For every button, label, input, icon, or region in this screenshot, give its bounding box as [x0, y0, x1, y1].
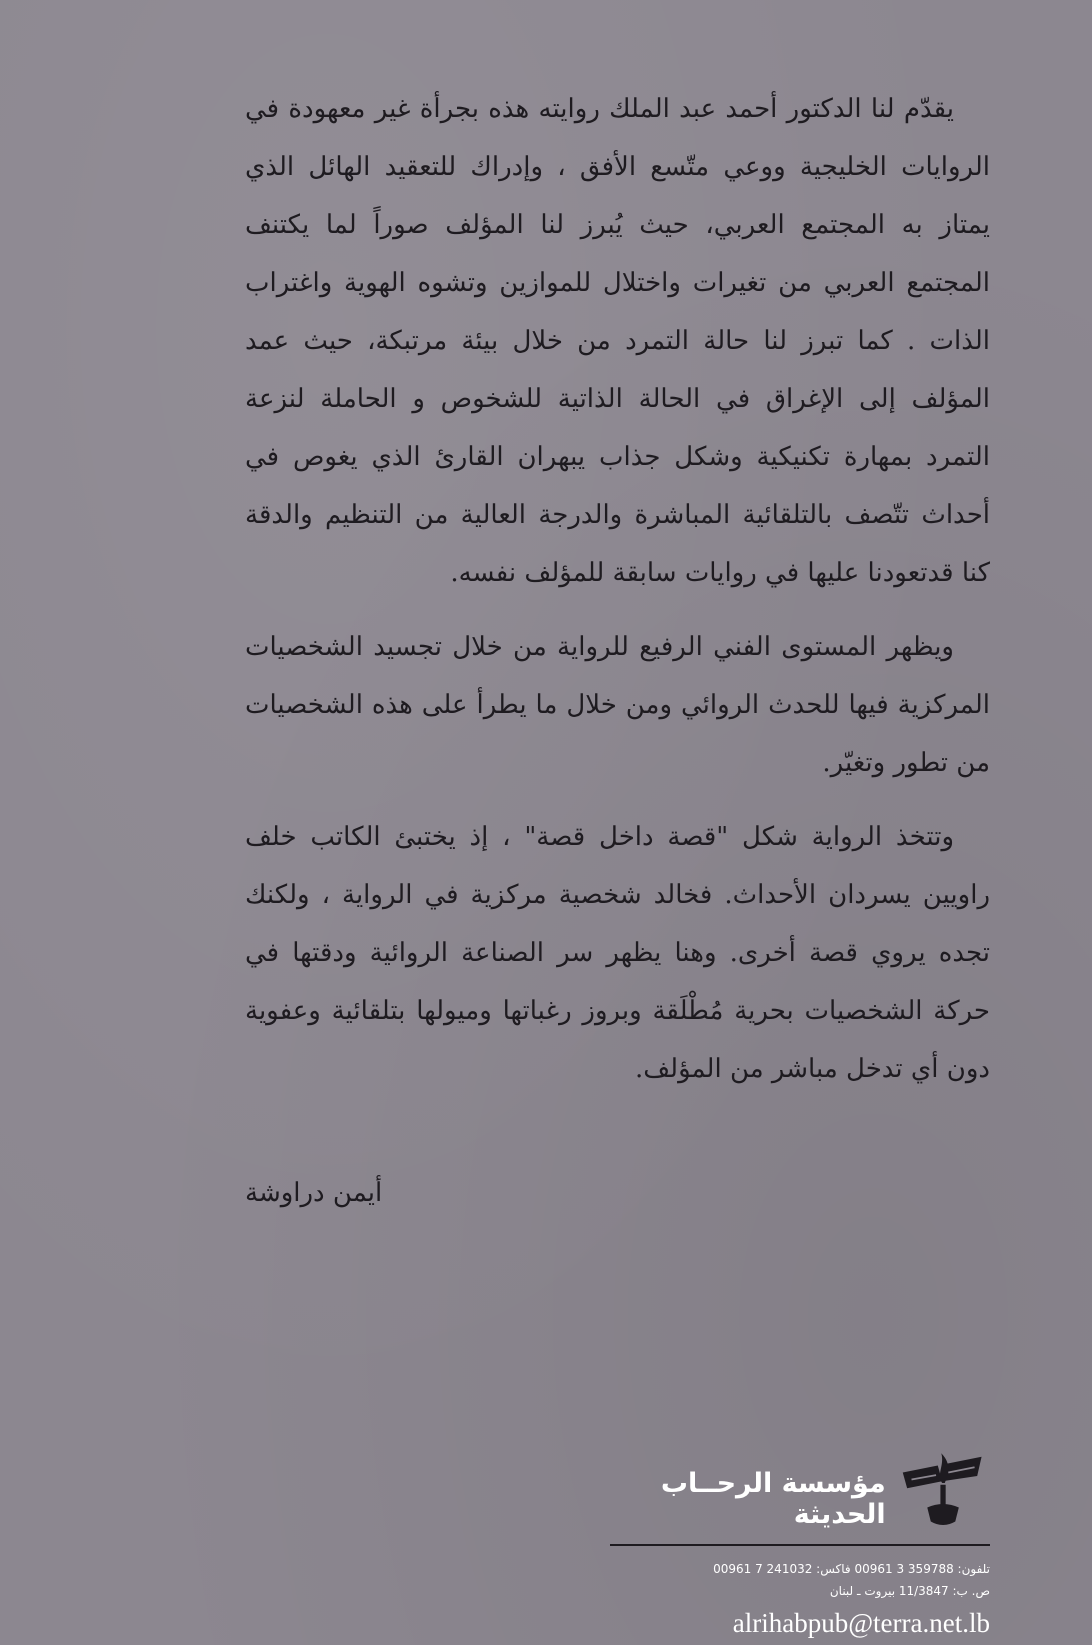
publisher-divider: [610, 1544, 990, 1546]
blurb-paragraph-1: يقدّم لنا الدكتور أحمد عبد الملك روايته هذه بجرأة غير معهودة في الروايات الخليجية ووعي متّسع الأفق ، وإدراك للتعقيد الهائل الذي يمتاز به المجتمع العربي، حيث يُبرز لنا المؤلف صوراً لما يكتنف المجتمع العربي من تغيرات واختلال للموازين وتشوه الهوية واغتراب الذات . كما تبرز لنا حالة التمرد من خلال بيئة مرتبكة، حيث عمد المؤلف إلى الإغراق في الحالة الذاتية للشخوص و الحاملة لنزعة التمرد بمهارة تكنيكية وشكل جذاب يبهران القارئ الذي يغوص في أحداث تتّصف بالتلقائية المباشرة والدرجة العالية من التنظيم والدقة كنا قدتعودنا عليها في روايات سابقة للمؤلف نفسه.: [245, 94, 990, 588]
blurb-paragraph-2: ويظهر المستوى الفني الرفيع للرواية من خلال تجسيد الشخصيات المركزية فيها للحدث الروائي ومن خلال ما يطرأ على هذه الشخصيات من تطور وتغيّر.: [245, 632, 990, 778]
publisher-name: مؤسسة الرحــاب الحديثة: [660, 1468, 886, 1530]
publisher-phone-fax: تلفون: 359788 3 00961 فاكس: 241032 7 00961: [713, 1562, 990, 1576]
publisher-email: alrihabpub@terra.net.lb: [732, 1608, 990, 1638]
publisher-po-box: ص. ب: 11/3847 بيروت ـ لبنان: [829, 1584, 990, 1598]
author-signature: [245, 1164, 990, 1222]
book-torch-logo-icon: [894, 1440, 990, 1540]
signature-text: أيمن دراوشة: [245, 1178, 383, 1208]
publisher-logo-row: [600, 1430, 990, 1540]
publisher-block: [600, 1430, 990, 1639]
blurb-paragraph-3: وتتخذ الرواية شكل "قصة داخل قصة" ، إذ يختبئ الكاتب خلف راويين يسردان الأحداث. فخالد شخصية مركزية في الرواية ، ولكنك تجده يروي قصة أخرى. وهنا يظهر سر الصناعة الروائية ودقتها في حركة الشخصيات بحرية مُطْلَقة وبروز رغباتها وميولها بتلقائية وعفوية دون أي تدخل مباشر من المؤلف.: [245, 822, 990, 1084]
blurb-text: [245, 80, 990, 1114]
